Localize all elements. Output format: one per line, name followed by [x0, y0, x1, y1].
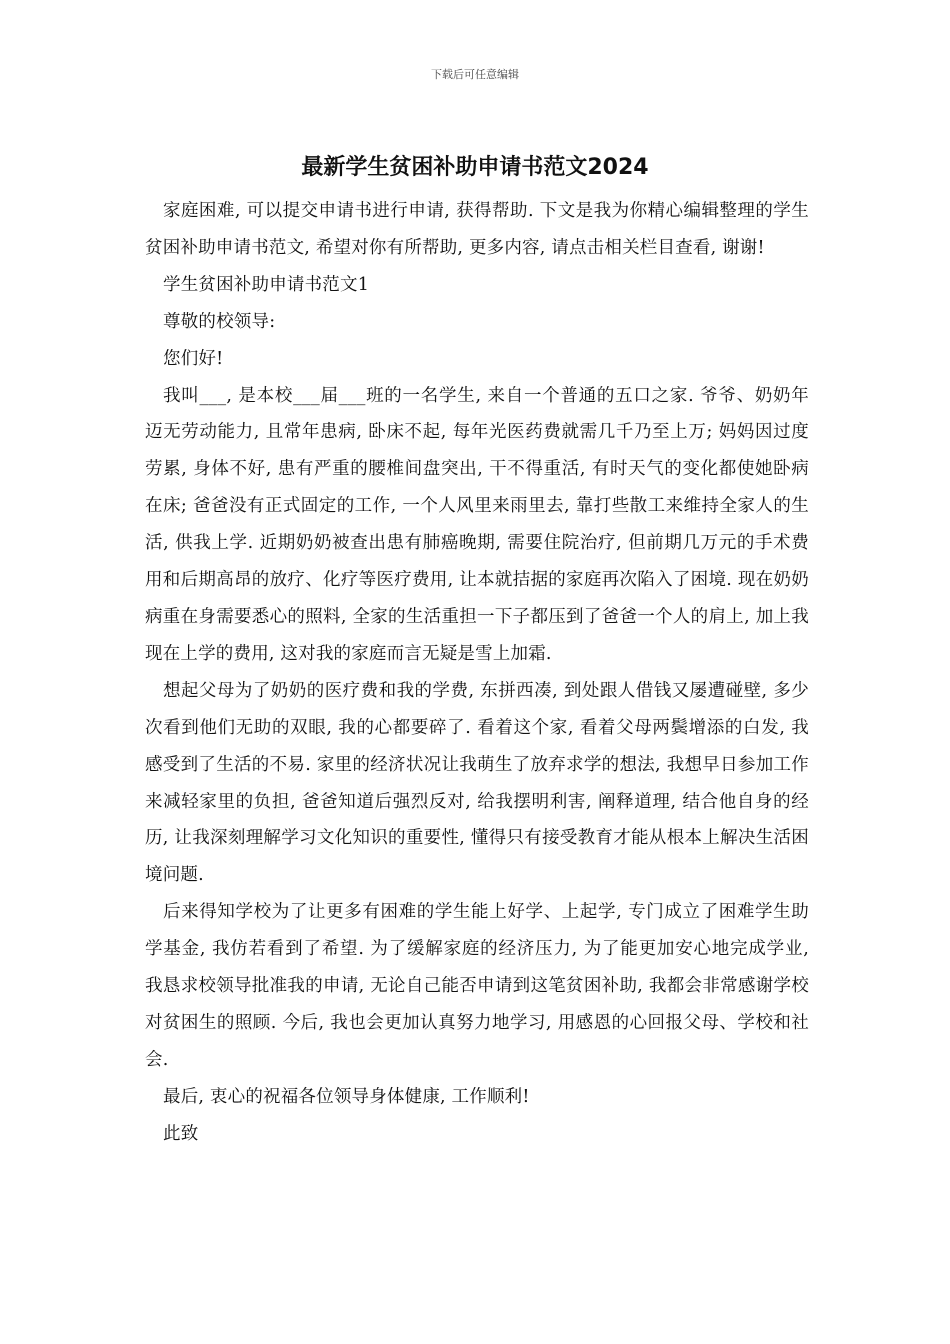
body-paragraph: 想起父母为了奶奶的医疗费和我的学费, 东拼西凑, 到处跟人借钱又屡遭碰壁, 多少次看到他们无助的双眼, 我的心都要碎了. 看着这个家, 看着父母两鬓增添的白发, 我感受到了生活的不易. 家里的经济状况让我萌生了放弃求学的想法, 我想早日参加工作来减轻家里的负担, 爸爸知道后强烈反对, 给我摆明利害, 阐释道理, 结合他自身的经历, 让我深刻理解学习文化知识的重要性, 懂得只有接受教育才能从根本上解决生活困境问题. [145, 680, 809, 886]
section-heading: 学生贫困补助申请书范文1 [163, 274, 370, 295]
document-body [145, 193, 809, 1153]
closing-wish: 最后, 衷心的祝福各位领导身体健康, 工作顺利! [163, 1086, 530, 1107]
body-paragraph: 后来得知学校为了让更多有困难的学生能上好学、上起学, 专门成立了困难学生助学基金, 我仿若看到了希望. 为了缓解家庭的经济压力, 为了能更加安心地完成学业, 我恳求校领导批准我的申请, 无论自己能否申请到这笔贫困补助, 我都会非常感谢学校对贫困生的照顾. 今后, 我也会更加认真努力地学习, 用感恩的心回报父母、学校和社会. [145, 902, 809, 1070]
salutation: 尊敬的校领导: [163, 311, 276, 332]
greeting: 您们好! [163, 348, 224, 369]
document-title: 最新学生贫困补助申请书范文2024 [301, 155, 649, 180]
body-paragraph: 我叫___, 是本校___届___班的一名学生, 来自一个普通的五口之家. 爷爷、奶奶年迈无劳动能力, 且常年患病, 卧床不起, 每年光医药费就需几千乃至上万; 妈妈因过度劳累, 身体不好, 患有严重的腰椎间盘突出, 干不得重活, 有时天气的变化都使她卧病在床; 爸爸没有正式固定的工作, 一个人风里来雨里去, 靠打些散工来维持全家人的生活, 供我上学. 近期奶奶被查出患有肺癌晚期, 需要住院治疗, 但前期几万元的手术费用和后期高昂的放疗、化疗等医疗费用, 让本就拮据的家庭再次陷入了困境. 现在奶奶病重在身需要悉心的照料, 全家的生活重担一下子都压到了爸爸一个人的肩上, 加上我现在上学的费用, 这对我的家庭而言无疑是雪上加霜. [145, 385, 809, 664]
closing-phrase: 此致 [163, 1123, 199, 1144]
header-note: 下载后可任意编辑 [431, 68, 519, 81]
intro-paragraph: 家庭困难, 可以提交申请书进行申请, 获得帮助. 下文是我为你精心编辑整理的学生贫困补助申请书范文, 希望对你有所帮助, 更多内容, 请点击相关栏目查看, 谢谢! [145, 201, 809, 258]
